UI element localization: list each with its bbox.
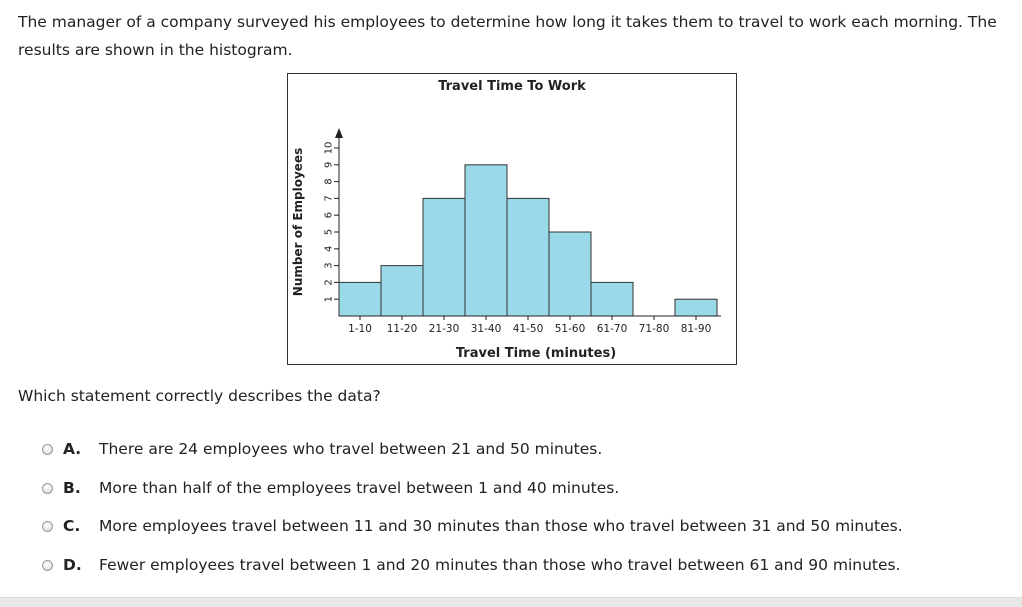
- choice-b-radio[interactable]: [42, 483, 53, 494]
- histogram-bar: [381, 266, 423, 316]
- choice-b-letter: B.: [63, 479, 81, 497]
- prompt-text: Which statement correctly describes the data?: [18, 387, 381, 405]
- x-tick-label: 71-80: [638, 323, 670, 335]
- x-tick-label: 11-20: [386, 323, 418, 335]
- choice-d-radio[interactable]: [42, 560, 53, 571]
- histogram-bar: [339, 282, 381, 316]
- choice-c-letter: C.: [63, 517, 81, 535]
- y-tick-label: 4: [323, 245, 335, 252]
- x-tick-label: 61-70: [596, 323, 628, 335]
- choice-a-letter: A.: [63, 440, 82, 458]
- histogram-bar: [465, 165, 507, 316]
- choice-b-text[interactable]: More than half of the employees travel between 1 and 40 minutes.: [99, 479, 620, 497]
- x-tick-label: 51-60: [554, 323, 586, 335]
- y-tick-label: 2: [323, 279, 335, 286]
- chart-title: Travel Time To Work: [438, 79, 586, 94]
- y-tick-label: 10: [323, 141, 335, 155]
- choice-c[interactable]: [42, 514, 903, 538]
- histogram-chart: [288, 74, 736, 364]
- y-tick-label: 6: [323, 212, 335, 219]
- y-tick-label: 9: [323, 161, 335, 168]
- x-tick-label: 1-10: [348, 323, 372, 335]
- histogram-bar: [507, 198, 549, 316]
- y-axis-label: Number of Employees: [291, 147, 305, 297]
- x-tick-label: 31-40: [470, 323, 502, 335]
- choice-a[interactable]: [42, 437, 603, 461]
- y-tick-label: 7: [323, 195, 335, 202]
- x-tick-label: 21-30: [428, 323, 460, 335]
- y-tick-label: 1: [323, 296, 335, 303]
- y-tick-label: 5: [323, 228, 335, 236]
- choice-d-text[interactable]: Fewer employees travel between 1 and 20 minutes than those who travel between 61 and 90 minutes.: [99, 556, 901, 574]
- choice-c-text[interactable]: More employees travel between 11 and 30 minutes than those who travel between 31 and 50 minutes.: [99, 517, 903, 535]
- y-tick-label: 3: [323, 262, 335, 269]
- choice-d[interactable]: [42, 553, 901, 577]
- choice-b[interactable]: [42, 476, 620, 500]
- choice-d-letter: D.: [63, 556, 82, 574]
- x-tick-label: 81-90: [680, 323, 712, 335]
- x-tick-label: 41-50: [512, 323, 544, 335]
- histogram-figure: [287, 73, 737, 365]
- y-tick-label: 8: [323, 178, 335, 185]
- histogram-bar: [591, 282, 633, 316]
- y-axis-arrow-icon: [335, 128, 343, 138]
- choice-a-text[interactable]: There are 24 employees who travel between 21 and 50 minutes.: [99, 440, 603, 458]
- choice-a-radio[interactable]: [42, 444, 53, 455]
- question-text: The manager of a company surveyed his employees to determine how long it takes them to travel to work each morning. The results are shown in the histogram.: [18, 13, 997, 59]
- x-axis-label: Travel Time (minutes): [455, 346, 617, 361]
- histogram-bar: [423, 198, 465, 316]
- choice-c-radio[interactable]: [42, 521, 53, 532]
- histogram-bar: [549, 232, 591, 316]
- histogram-bar: [675, 299, 717, 316]
